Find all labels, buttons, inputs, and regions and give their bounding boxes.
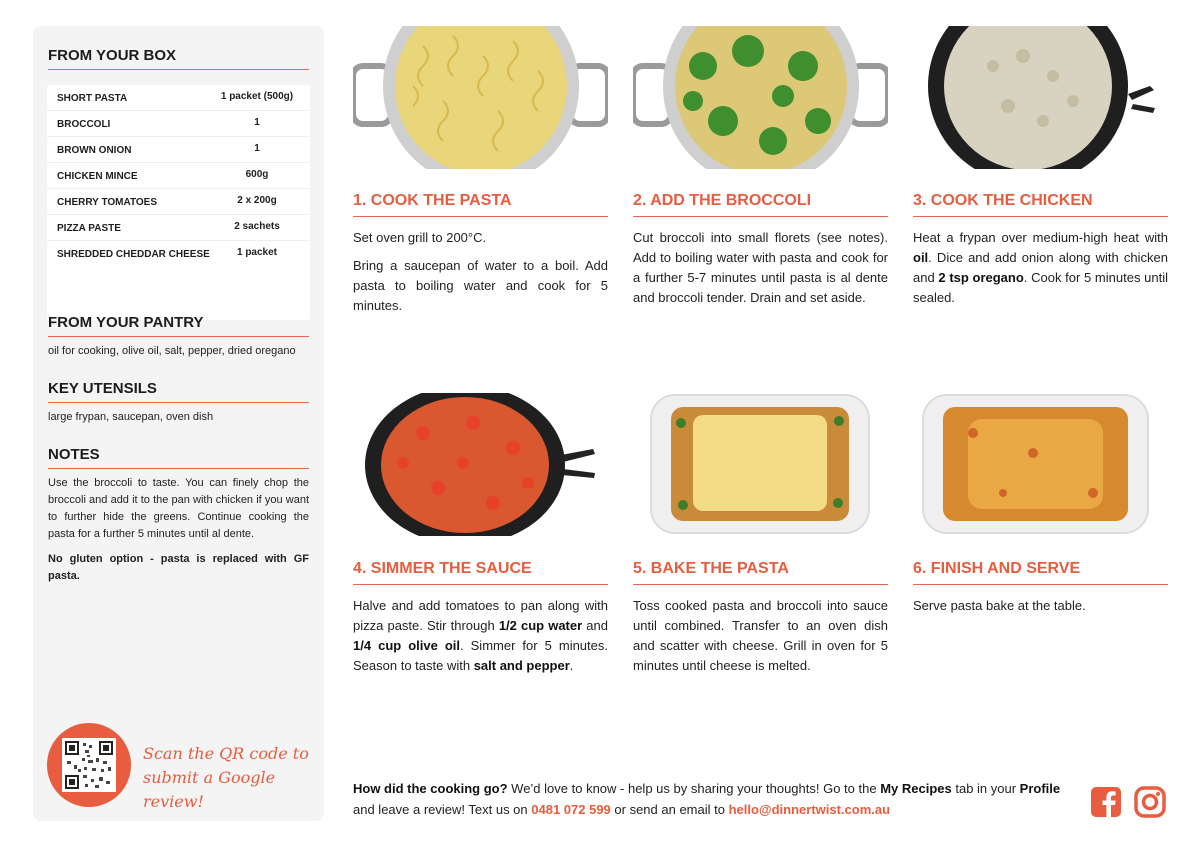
step1-title: 1. COOK THE PASTA bbox=[353, 192, 608, 217]
pantry-section-title: FROM YOUR PANTRY bbox=[48, 314, 309, 337]
table-row bbox=[47, 241, 310, 267]
ingredient-name: SHREDDED CHEDDAR CHEESE bbox=[57, 249, 210, 260]
table-row bbox=[47, 137, 310, 163]
step6-title: 6. FINISH AND SERVE bbox=[913, 560, 1168, 585]
ingredient-name: PIZZA PASTE bbox=[57, 223, 121, 234]
step4-body bbox=[353, 596, 608, 676]
facebook-button[interactable] bbox=[1090, 786, 1122, 818]
step4-title: 4. SIMMER THE SAUCE bbox=[353, 560, 608, 585]
step2-text: Cut broccoli into small florets (see notes). Add to boiling water with pasta and cook for a further 5-7 minutes until pasta is al dente and broccoli tender. Drain and set aside. bbox=[633, 230, 888, 305]
feedback-footer: How did the cooking go? We’d love to know - help us by sharing your thoughts! Go to the My Recipes tab in your Profile and leave a review! Text us on 0481 072 599 or send an email to hello@dinnertwist.com.au bbox=[353, 781, 1061, 817]
step5-text: Toss cooked pasta and broccoli into sauce until combined. Transfer to an oven dish and scatter with cheese. Grill in oven for 5 minutes until cheese is melted. bbox=[633, 598, 888, 673]
qr-caption-line: submit a Google review! bbox=[143, 768, 276, 811]
ingredients-sidebar bbox=[33, 26, 324, 821]
step3-text: Heat a frypan over medium-high heat with oil. Dice and add onion along with chicken and 2 tsp oregano. Cook for 5 minutes until sealed. bbox=[913, 230, 1168, 305]
instagram-icon bbox=[1134, 786, 1166, 818]
chicken-pan-image bbox=[913, 26, 1168, 169]
box-section-title: FROM YOUR BOX bbox=[48, 47, 309, 70]
footer-question: How did the cooking go? bbox=[353, 781, 508, 796]
ingredient-qty: 1 bbox=[254, 117, 260, 128]
broccoli-pot-image bbox=[633, 26, 888, 169]
step2-body bbox=[633, 228, 888, 308]
box-ingredients-table bbox=[47, 85, 310, 320]
step5-title: 5. BAKE THE PASTA bbox=[633, 560, 888, 585]
step5-body bbox=[633, 596, 888, 676]
step6-photo bbox=[913, 393, 1168, 536]
qr-badge[interactable] bbox=[47, 723, 131, 807]
qr-caption bbox=[143, 742, 313, 814]
step1-photo bbox=[353, 26, 608, 169]
qr-code-icon bbox=[65, 741, 113, 789]
ingredient-name: SHORT PASTA bbox=[57, 93, 128, 104]
instagram-button[interactable] bbox=[1134, 786, 1166, 818]
sauce-pan-image bbox=[353, 393, 608, 536]
email-link[interactable]: hello@dinnertwist.com.au bbox=[728, 802, 891, 817]
phone-link[interactable]: 0481 072 599 bbox=[531, 802, 611, 817]
step3-title: 3. COOK THE CHICKEN bbox=[913, 192, 1168, 217]
step3-body bbox=[913, 228, 1168, 308]
baked-pasta-image bbox=[913, 393, 1168, 536]
ingredient-name: CHERRY TOMATOES bbox=[57, 197, 158, 208]
ingredient-qty: 2 sachets bbox=[234, 221, 280, 232]
step2-photo bbox=[633, 26, 888, 169]
table-row bbox=[47, 163, 310, 189]
utensils-section-title: KEY UTENSILS bbox=[48, 380, 309, 403]
utensils-text: large frypan, saucepan, oven dish bbox=[48, 411, 214, 423]
ingredient-qty: 2 x 200g bbox=[237, 195, 277, 206]
ingredient-name: BROCCOLI bbox=[57, 119, 111, 130]
step5-photo bbox=[633, 393, 888, 536]
notes-text: Use the broccoli to taste. You can finely chop the broccoli and add it to the pan with chicken if you want to further hide the greens. Continue cooking the pasta for a further 5 minutes until al dente. bbox=[48, 477, 309, 540]
step1-body bbox=[353, 228, 608, 316]
table-row bbox=[47, 215, 310, 241]
step4-text: Halve and add tomatoes to pan along with pizza paste. Stir through 1/2 cup water and 1/4 cup olive oil. Simmer for 5 minutes. Season to taste with salt and pepper. bbox=[353, 598, 608, 673]
step6-text: Serve pasta bake at the table. bbox=[913, 598, 1086, 613]
notes-gluten-text: No gluten option - pasta is replaced with GF pasta. bbox=[48, 553, 309, 582]
ingredient-qty: 1 packet (500g) bbox=[220, 91, 294, 102]
notes-section-title: NOTES bbox=[48, 446, 309, 469]
table-row bbox=[47, 111, 310, 137]
qr-code[interactable] bbox=[62, 738, 116, 792]
ingredient-qty: 1 packet bbox=[236, 247, 278, 258]
notes-block bbox=[48, 475, 309, 585]
table-row bbox=[47, 85, 310, 111]
step3-photo bbox=[913, 26, 1168, 169]
ingredient-qty: 600g bbox=[245, 169, 269, 180]
step2-title: 2. ADD THE BROCCOLI bbox=[633, 192, 888, 217]
step1-text: Bring a saucepan of water to a boil. Add pasta to boiling water and cook for 5 minutes. bbox=[353, 258, 608, 313]
pasta-pot-image bbox=[353, 26, 608, 169]
ingredient-name: CHICKEN MINCE bbox=[57, 171, 138, 182]
step6-body bbox=[913, 596, 1168, 616]
profile-label: Profile bbox=[1019, 781, 1061, 796]
pantry-text: oil for cooking, olive oil, salt, pepper, dried oregano bbox=[48, 345, 296, 357]
qr-caption-line: Scan the QR code to bbox=[143, 744, 309, 763]
step1-text: Set oven grill to 200°C. bbox=[353, 230, 487, 245]
ingredient-qty: 1 bbox=[254, 143, 260, 154]
my-recipes-label: My Recipes bbox=[880, 781, 952, 796]
oven-dish-image bbox=[633, 393, 888, 536]
table-row bbox=[47, 189, 310, 215]
facebook-icon bbox=[1090, 786, 1122, 818]
step4-photo bbox=[353, 393, 608, 536]
ingredient-name: BROWN ONION bbox=[57, 145, 132, 156]
